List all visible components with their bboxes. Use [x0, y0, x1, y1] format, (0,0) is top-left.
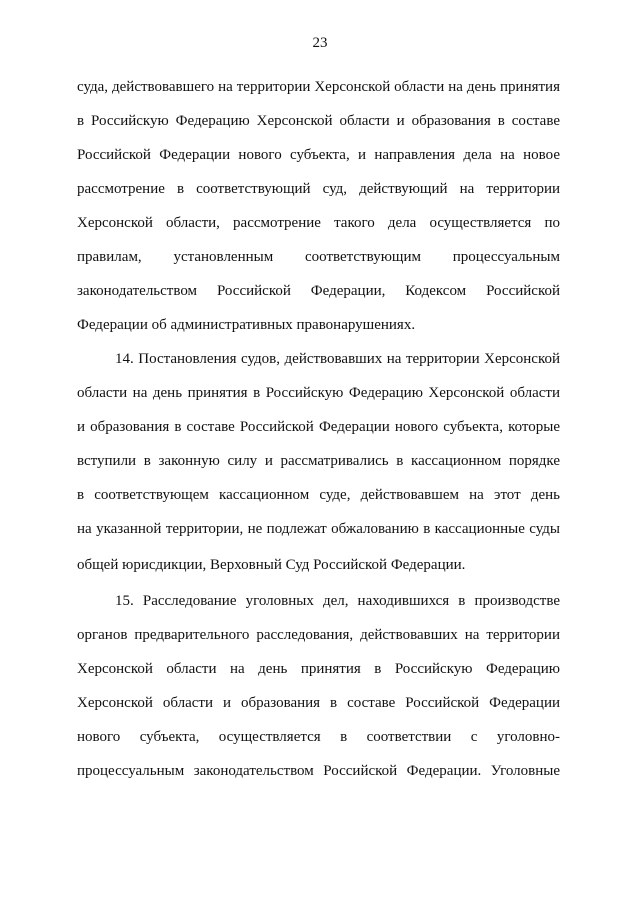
text-line: Федерации об административных правонарушениях. — [77, 317, 416, 333]
text-line: общей юрисдикции, Верховный Суд Российской Федерации. — [77, 557, 466, 573]
text-line: области на день принятия в Российскую Федерацию Херсонской области — [77, 385, 560, 401]
text-line: рассмотрение в соответствующий суд, действующий на территории — [77, 181, 560, 197]
paragraph-15-first-line: 15. Расследование уголовных дел, находившихся в производстве — [115, 593, 560, 609]
text-line: вступили в законную силу и рассматривались в кассационном порядке — [77, 453, 560, 469]
text-line: законодательством Российской Федерации, Кодексом Российской — [77, 283, 560, 299]
text-line: органов предварительного расследования, действовавших на территории — [77, 627, 560, 643]
text-line: правилам, установленным соответствующим процессуальным — [77, 249, 560, 265]
text-line: Херсонской области на день принятия в Российскую Федерацию — [77, 661, 560, 677]
text-line: в Российскую Федерацию Херсонской области и образования в составе — [77, 113, 560, 129]
text-line: в соответствующем кассационном суде, действовавшем на этот день — [77, 487, 560, 503]
text-line: нового субъекта, осуществляется в соответствии с уголовно- — [77, 729, 560, 745]
text-line: суда, действовавшего на территории Херсонской области на день принятия — [77, 79, 560, 95]
text-line: Херсонской области и образования в составе Российской Федерации — [77, 695, 560, 711]
text-line: и образования в составе Российской Федерации нового субъекта, которые — [77, 419, 560, 435]
text-line: Российской Федерации нового субъекта, и направления дела на новое — [77, 147, 560, 163]
paragraph-14-first-line: 14. Постановления судов, действовавших на территории Херсонской — [115, 351, 560, 367]
text-line: Херсонской области, рассмотрение такого дела осуществляется по — [77, 215, 560, 231]
text-line: на указанной территории, не подлежат обжалованию в кассационные суды — [77, 521, 560, 537]
text-line: процессуальным законодательством Российской Федерации. Уголовные — [77, 763, 560, 779]
page-number: 23 — [312, 35, 328, 51]
